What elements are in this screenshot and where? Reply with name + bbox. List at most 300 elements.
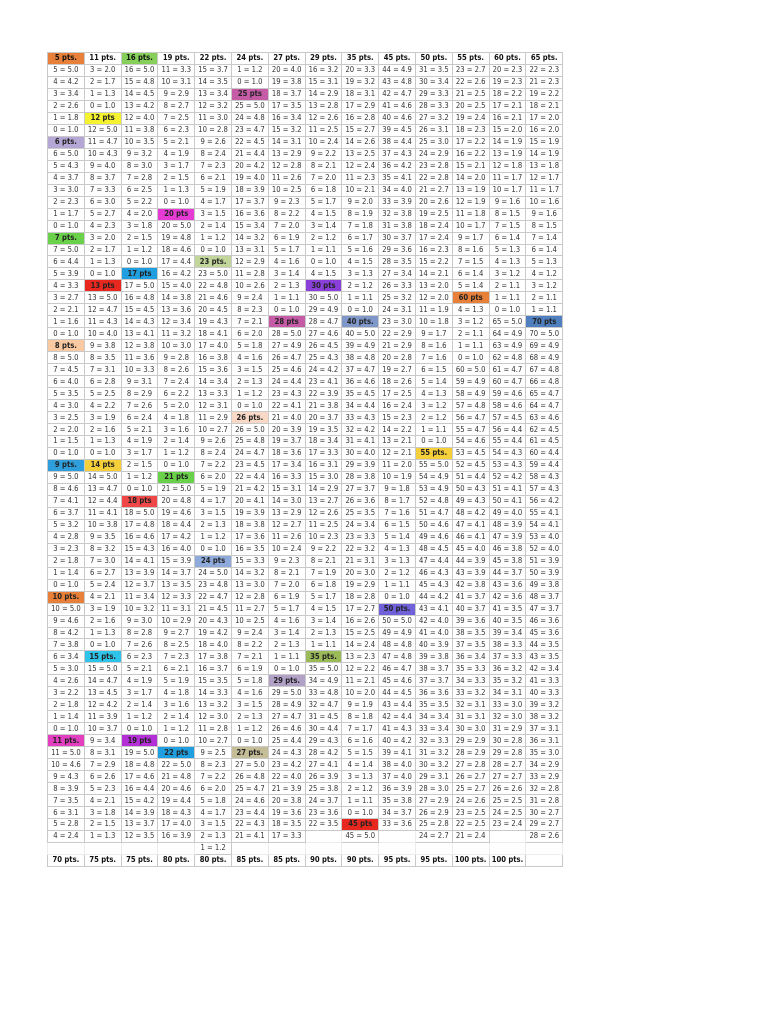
score-cell: 18 = 3.6	[268, 447, 305, 459]
score-cell: 16 = 3.6	[231, 208, 268, 220]
score-cell: 28 = 3.5	[379, 256, 416, 268]
score-cell: 28 = 2.7	[489, 759, 526, 771]
score-cell: 11 = 1.8	[452, 208, 489, 220]
score-cell: 13 = 2.5	[342, 148, 379, 160]
score-cell: 12 = 3.1	[195, 400, 232, 412]
empty-cell	[452, 842, 489, 854]
empty-cell	[48, 842, 85, 854]
score-cell: 11 = 4.1	[84, 507, 121, 519]
col-header: 35 pts.	[342, 53, 379, 65]
empty-cell	[121, 842, 158, 854]
score-cell: 38 = 3.7	[415, 663, 452, 675]
score-cell: 21 = 4.1	[231, 830, 268, 842]
score-cell: 57 = 4.5	[489, 412, 526, 424]
score-cell: 7 = 3.0	[84, 555, 121, 567]
score-cell: 14 = 1.9	[489, 136, 526, 148]
score-cell: 2 = 1.3	[231, 711, 268, 723]
score-cell: 1 = 1.1	[268, 292, 305, 304]
score-cell: 30 = 5.0	[305, 292, 342, 304]
score-cell: 16 = 3.7	[195, 663, 232, 675]
score-cell: 12 = 1.9	[452, 196, 489, 208]
empty-cell	[305, 842, 342, 854]
score-cell: 21 = 4.2	[231, 483, 268, 495]
score-cell: 14 = 2.4	[342, 639, 379, 651]
score-cell: 7 = 1.8	[342, 220, 379, 232]
score-cell: 4 = 1.9	[121, 675, 158, 687]
score-cell: 13 = 3.1	[231, 244, 268, 256]
score-cell: 11 = 1.7	[526, 184, 563, 196]
score-cell: 44 = 4.2	[415, 591, 452, 603]
score-cell: 2 = 1.6	[84, 424, 121, 436]
score-cell: 10 = 3.0	[158, 340, 195, 352]
score-cell: 21 = 3.1	[342, 555, 379, 567]
score-cell: 16 = 4.4	[121, 783, 158, 795]
score-cell: 52 = 4.5	[452, 459, 489, 471]
score-cell: 28 = 4.9	[268, 699, 305, 711]
score-cell: 24 = 4.8	[231, 112, 268, 124]
score-cell: 30 = 2.8	[489, 735, 526, 747]
score-cell: 5 = 1.3	[489, 244, 526, 256]
score-cell: 49 = 4.3	[452, 495, 489, 507]
score-cell: 45 = 4.0	[452, 543, 489, 555]
score-cell: 6 = 2.3	[121, 651, 158, 663]
section-header-cell: 21 pts	[158, 471, 195, 483]
score-cell: 10 = 2.8	[195, 124, 232, 136]
score-cell: 2 = 1.8	[48, 699, 85, 711]
empty-cell	[489, 842, 526, 854]
score-cell: 4 = 1.7	[195, 495, 232, 507]
score-cell: 20 = 2.8	[379, 352, 416, 364]
score-cell: 7 = 1.4	[526, 232, 563, 244]
score-cell: 12 = 3.5	[121, 830, 158, 842]
score-cell: 7 = 4.5	[48, 364, 85, 376]
score-cell: 1 = 1.3	[84, 627, 121, 639]
score-cell: 7 = 2.5	[158, 112, 195, 124]
score-cell: 49 = 3.8	[526, 579, 563, 591]
score-cell: 27 = 3.7	[342, 483, 379, 495]
score-cell: 57 = 4.8	[452, 400, 489, 412]
score-cell: 36 = 3.9	[379, 783, 416, 795]
score-cell: 16 = 2.1	[489, 112, 526, 124]
score-cell: 49 = 4.6	[415, 531, 452, 543]
score-cell: 30 = 2.7	[526, 807, 563, 819]
table-row	[48, 627, 563, 639]
score-cell: 41 = 4.0	[415, 627, 452, 639]
score-cell: 37 = 4.7	[342, 364, 379, 376]
score-cell: 5 = 5.0	[48, 64, 85, 76]
score-cell: 14 = 2.0	[452, 172, 489, 184]
score-cell: 19 = 4.2	[195, 627, 232, 639]
score-cell: 24 = 2.5	[489, 807, 526, 819]
section-header-cell: 7 pts.	[48, 232, 85, 244]
score-cell: 11 = 5.0	[48, 747, 85, 759]
score-cell: 25 = 4.4	[268, 735, 305, 747]
score-cell: 11 = 1.7	[489, 172, 526, 184]
score-cell: 23 = 4.8	[195, 579, 232, 591]
score-cell: 5 = 1.8	[231, 340, 268, 352]
score-cell: 7 = 1.5	[489, 220, 526, 232]
score-cell: 12 = 2.6	[305, 112, 342, 124]
score-cell: 7 = 2.1	[231, 651, 268, 663]
score-cell: 4 = 2.1	[84, 591, 121, 603]
score-cell: 36 = 4.6	[342, 376, 379, 388]
score-cell: 27 = 2.8	[452, 759, 489, 771]
score-cell: 10 = 2.3	[305, 531, 342, 543]
score-cell: 19 = 3.2	[342, 76, 379, 88]
score-cell: 3 = 1.6	[158, 699, 195, 711]
score-cell: 5 = 2.7	[84, 208, 121, 220]
score-cell: 38 = 4.0	[379, 759, 416, 771]
score-cell: 56 = 4.7	[452, 412, 489, 424]
score-cell: 19 = 4.8	[158, 232, 195, 244]
score-cell: 4 = 1.9	[158, 148, 195, 160]
col-header: 22 pts.	[195, 53, 232, 65]
score-cell: 4 = 1.6	[268, 256, 305, 268]
score-cell: 14 = 4.5	[121, 88, 158, 100]
score-cell: 0 = 1.0	[231, 735, 268, 747]
score-cell: 39 = 3.6	[452, 615, 489, 627]
score-cell: 31 = 3.2	[415, 747, 452, 759]
score-cell: 2 = 1.1	[489, 280, 526, 292]
score-cell: 9 = 1.6	[526, 208, 563, 220]
section-header-cell: 11 pts.	[48, 735, 85, 747]
score-cell: 29 = 4.3	[305, 735, 342, 747]
score-cell: 65 = 5.0	[489, 316, 526, 328]
score-cell: 14 = 2.6	[342, 136, 379, 148]
score-cell: 11 = 4.7	[84, 136, 121, 148]
score-cell: 8 = 4.6	[48, 483, 85, 495]
score-cell: 7 = 1.6	[415, 352, 452, 364]
table-row	[48, 830, 563, 842]
section-header-cell: 10 pts.	[48, 591, 85, 603]
score-cell: 62 = 4.5	[526, 424, 563, 436]
score-cell: 20 = 3.9	[268, 424, 305, 436]
score-cell: 25 = 4.3	[305, 352, 342, 364]
table-row	[48, 112, 563, 124]
score-cell: 19 = 4.3	[195, 316, 232, 328]
score-cell: 5 = 1.8	[195, 795, 232, 807]
score-cell: 9 = 2.8	[158, 352, 195, 364]
score-cell: 32 = 3.8	[379, 208, 416, 220]
score-cell: 1 = 1.3	[84, 256, 121, 268]
score-cell: 22 = 4.1	[268, 400, 305, 412]
score-cell: 3 = 1.5	[195, 208, 232, 220]
score-cell: 9 = 1.6	[489, 196, 526, 208]
score-cell: 11 = 1.9	[415, 304, 452, 316]
score-cell: 7 = 1.7	[342, 723, 379, 735]
score-cell: 22 = 3.5	[305, 819, 342, 831]
score-cell: 6 = 2.0	[195, 471, 232, 483]
score-cell: 23 = 2.4	[489, 819, 526, 831]
score-cell: 3 = 1.2	[526, 280, 563, 292]
empty-cell	[415, 842, 452, 854]
score-cell: 44 = 3.7	[489, 567, 526, 579]
table-row	[48, 388, 563, 400]
score-cell: 22 = 4.3	[231, 819, 268, 831]
score-cell: 0 = 1.0	[158, 735, 195, 747]
score-cell: 50 = 5.0	[379, 615, 416, 627]
score-cell: 20 = 5.0	[158, 220, 195, 232]
score-cell: 20 = 3.8	[268, 795, 305, 807]
score-cell: 14 = 3.3	[195, 687, 232, 699]
score-cell: 5 = 1.7	[268, 244, 305, 256]
score-cell: 26 = 3.1	[415, 124, 452, 136]
score-cell: 21 = 2.3	[526, 76, 563, 88]
score-cell: 53 = 4.5	[452, 447, 489, 459]
score-cell: 43 = 4.1	[415, 603, 452, 615]
score-cell: 5 = 1.9	[195, 483, 232, 495]
score-cell: 5 = 1.4	[452, 280, 489, 292]
score-cell: 1 = 1.2	[195, 842, 232, 854]
table-row	[48, 651, 563, 663]
score-cell: 9 = 4.6	[48, 615, 85, 627]
score-cell: 22 = 5.0	[158, 759, 195, 771]
score-cell: 10 = 1.7	[452, 220, 489, 232]
score-cell: 11 = 3.9	[84, 711, 121, 723]
score-cell: 17 = 5.0	[121, 280, 158, 292]
score-cell: 22 = 3.2	[342, 543, 379, 555]
col-footer: 95 pts.	[379, 854, 416, 866]
score-cell: 21 = 2.7	[415, 184, 452, 196]
score-cell: 65 = 4.7	[526, 388, 563, 400]
score-cell: 2 = 1.3	[268, 280, 305, 292]
score-cell: 37 = 3.1	[526, 723, 563, 735]
section-header-cell: 30 pts	[305, 280, 342, 292]
score-cell: 11 = 3.2	[158, 328, 195, 340]
score-cell: 26 = 3.3	[379, 280, 416, 292]
score-cell: 2 = 1.1	[452, 328, 489, 340]
score-cell: 15 = 3.1	[268, 483, 305, 495]
score-cell: 10 = 2.4	[268, 543, 305, 555]
score-cell: 26 = 2.9	[415, 807, 452, 819]
score-cell: 4 = 1.3	[415, 388, 452, 400]
score-cell: 11 = 3.3	[158, 64, 195, 76]
col-header: 16 pts.	[121, 53, 158, 65]
score-cell: 21 = 4.8	[158, 771, 195, 783]
score-cell: 9 = 2.0	[342, 196, 379, 208]
score-cell: 27 = 2.7	[489, 771, 526, 783]
score-cell: 27 = 4.6	[305, 328, 342, 340]
score-cell: 16 = 3.8	[195, 352, 232, 364]
score-cell: 41 = 3.5	[489, 603, 526, 615]
score-cell: 22 = 2.6	[452, 76, 489, 88]
score-cell: 12 = 2.7	[268, 519, 305, 531]
score-cell: 21 = 2.9	[379, 340, 416, 352]
score-cell: 23 = 2.7	[452, 64, 489, 76]
score-cell: 41 = 4.3	[379, 723, 416, 735]
score-cell: 25 = 3.8	[305, 783, 342, 795]
score-cell: 24 = 4.2	[305, 364, 342, 376]
score-cell: 3 = 1.6	[158, 424, 195, 436]
score-cell: 2 = 1.1	[526, 292, 563, 304]
score-cell: 16 = 4.8	[121, 292, 158, 304]
table-row	[48, 471, 563, 483]
score-cell: 23 = 4.1	[305, 376, 342, 388]
score-cell: 54 = 4.6	[452, 436, 489, 448]
score-cell: 17 = 2.0	[526, 112, 563, 124]
score-cell: 17 = 2.4	[415, 232, 452, 244]
score-cell: 10 = 3.2	[121, 603, 158, 615]
section-header-cell: 12 pts	[84, 112, 121, 124]
score-cell: 4 = 2.3	[84, 220, 121, 232]
score-cell: 17 = 4.2	[158, 531, 195, 543]
score-cell: 58 = 4.9	[452, 388, 489, 400]
score-cell: 51 = 4.7	[415, 507, 452, 519]
score-cell: 11 = 2.5	[305, 519, 342, 531]
score-cell: 15 = 4.2	[121, 795, 158, 807]
score-cell: 16 = 2.6	[342, 615, 379, 627]
score-cell: 25 = 4.8	[231, 436, 268, 448]
score-cell: 18 = 4.8	[121, 759, 158, 771]
score-cell: 11 = 2.6	[268, 172, 305, 184]
score-cell: 0 = 1.0	[48, 220, 85, 232]
score-cell: 0 = 1.0	[121, 723, 158, 735]
score-cell: 23 = 2.5	[452, 807, 489, 819]
col-footer: 100 pts.	[489, 854, 526, 866]
score-cell: 9 = 2.4	[231, 627, 268, 639]
score-cell: 23 = 5.0	[195, 268, 232, 280]
score-cell: 45 = 3.8	[489, 555, 526, 567]
score-cell: 19 = 3.9	[231, 507, 268, 519]
score-cell: 17 = 4.0	[158, 819, 195, 831]
score-cell: 9 = 1.7	[415, 328, 452, 340]
score-cell: 5 = 3.2	[48, 519, 85, 531]
score-cell: 20 = 2.5	[452, 100, 489, 112]
score-cell: 24 = 3.1	[379, 304, 416, 316]
score-cell: 33 = 3.6	[379, 819, 416, 831]
score-cell: 0 = 1.0	[121, 483, 158, 495]
score-cell: 11 = 2.5	[305, 124, 342, 136]
score-cell: 8 = 3.7	[84, 172, 121, 184]
table-row	[48, 771, 563, 783]
score-cell: 2 = 2.3	[48, 196, 85, 208]
score-cell: 9 = 2.2	[305, 148, 342, 160]
score-cell: 23 = 4.4	[231, 807, 268, 819]
score-cell: 7 = 2.2	[195, 771, 232, 783]
score-cell: 6 = 1.8	[305, 184, 342, 196]
score-cell: 29 = 3.3	[415, 88, 452, 100]
score-cell: 7 = 2.6	[121, 400, 158, 412]
score-cell: 31 = 3.5	[415, 64, 452, 76]
score-cell: 23 = 4.2	[268, 759, 305, 771]
score-cell: 3 = 1.3	[379, 555, 416, 567]
score-cell: 24 = 4.3	[268, 747, 305, 759]
score-cell: 36 = 3.1	[526, 735, 563, 747]
col-footer: 90 pts.	[305, 854, 342, 866]
score-cell: 13 = 4.7	[84, 483, 121, 495]
score-cell: 17 = 3.7	[231, 196, 268, 208]
empty-cell	[231, 842, 268, 854]
score-cell: 6 = 2.4	[121, 412, 158, 424]
score-cell: 0 = 1.0	[84, 100, 121, 112]
score-cell: 9 = 3.5	[84, 531, 121, 543]
score-cell: 42 = 4.0	[415, 615, 452, 627]
score-cell: 18 = 4.4	[158, 519, 195, 531]
score-cell: 0 = 1.0	[452, 352, 489, 364]
score-cell: 1 = 1.2	[231, 723, 268, 735]
table-row	[48, 256, 563, 268]
score-cell: 23 = 3.3	[342, 531, 379, 543]
score-cell: 44 = 4.9	[379, 64, 416, 76]
score-cell: 7 = 3.8	[48, 639, 85, 651]
score-cell: 2 = 1.3	[305, 627, 342, 639]
score-cell: 5 = 1.9	[195, 184, 232, 196]
score-cell: 13 = 3.2	[195, 699, 232, 711]
score-cell: 32 = 2.8	[526, 783, 563, 795]
score-cell: 19 = 3.6	[268, 807, 305, 819]
score-cell: 4 = 1.8	[158, 687, 195, 699]
score-cell: 25 = 3.0	[415, 136, 452, 148]
score-cell: 20 = 2.6	[415, 196, 452, 208]
score-cell: 2 = 1.4	[195, 220, 232, 232]
score-cell: 8 = 3.5	[84, 352, 121, 364]
table-row	[48, 64, 563, 76]
score-cell: 4 = 1.9	[121, 436, 158, 448]
score-cell: 14 = 4.1	[121, 555, 158, 567]
score-cell: 18 = 2.3	[452, 124, 489, 136]
score-cell: 11 = 3.8	[121, 124, 158, 136]
score-cell: 46 = 4.3	[415, 567, 452, 579]
score-cell: 4 = 2.8	[48, 531, 85, 543]
score-cell: 7 = 1.5	[452, 256, 489, 268]
score-cell: 23 = 4.7	[231, 124, 268, 136]
score-cell: 12 = 2.9	[231, 256, 268, 268]
score-cell: 33 = 3.4	[415, 723, 452, 735]
score-cell: 16 = 3.1	[305, 459, 342, 471]
score-cell: 48 = 3.9	[489, 519, 526, 531]
score-cell: 7 = 1.6	[379, 507, 416, 519]
score-cell: 2 = 2.6	[48, 100, 85, 112]
score-cell: 12 = 4.2	[84, 699, 121, 711]
score-cell: 9 = 2.2	[305, 543, 342, 555]
col-footer: 75 pts.	[84, 854, 121, 866]
score-cell: 16 = 2.2	[452, 148, 489, 160]
score-cell: 5 = 2.4	[84, 579, 121, 591]
score-cell: 4 = 3.7	[48, 172, 85, 184]
score-cell: 7 = 2.0	[268, 220, 305, 232]
col-footer: 85 pts.	[268, 854, 305, 866]
score-cell: 36 = 3.4	[452, 651, 489, 663]
score-cell: 29 = 2.8	[489, 747, 526, 759]
score-cell: 29 = 3.1	[415, 771, 452, 783]
score-cell: 32 = 4.7	[305, 699, 342, 711]
score-cell: 9 = 3.0	[121, 615, 158, 627]
score-cell: 4 = 3.0	[48, 400, 85, 412]
score-cell: 24 = 4.6	[231, 795, 268, 807]
score-cell: 37 = 3.3	[489, 651, 526, 663]
score-cell: 24 = 3.4	[342, 519, 379, 531]
score-cell: 15 = 3.9	[158, 555, 195, 567]
score-cell: 0 = 1.0	[48, 328, 85, 340]
score-cell: 39 = 3.4	[489, 627, 526, 639]
empty-cell	[489, 830, 526, 842]
score-cell: 54 = 4.3	[489, 447, 526, 459]
score-cell: 7 = 1.9	[305, 567, 342, 579]
score-cell: 7 = 2.0	[305, 172, 342, 184]
score-cell: 21 = 3.8	[305, 400, 342, 412]
score-cell: 35 = 4.5	[342, 388, 379, 400]
score-cell: 60 = 4.4	[526, 447, 563, 459]
score-cell: 52 = 4.0	[526, 543, 563, 555]
score-cell: 23 = 4.5	[231, 459, 268, 471]
score-cell: 9 = 2.9	[158, 88, 195, 100]
score-cell: 2 = 1.5	[84, 819, 121, 831]
score-cell: 10 = 1.7	[489, 184, 526, 196]
table-row	[48, 268, 563, 280]
table-row	[48, 160, 563, 172]
score-cell: 20 = 4.2	[231, 160, 268, 172]
table-row	[48, 340, 563, 352]
